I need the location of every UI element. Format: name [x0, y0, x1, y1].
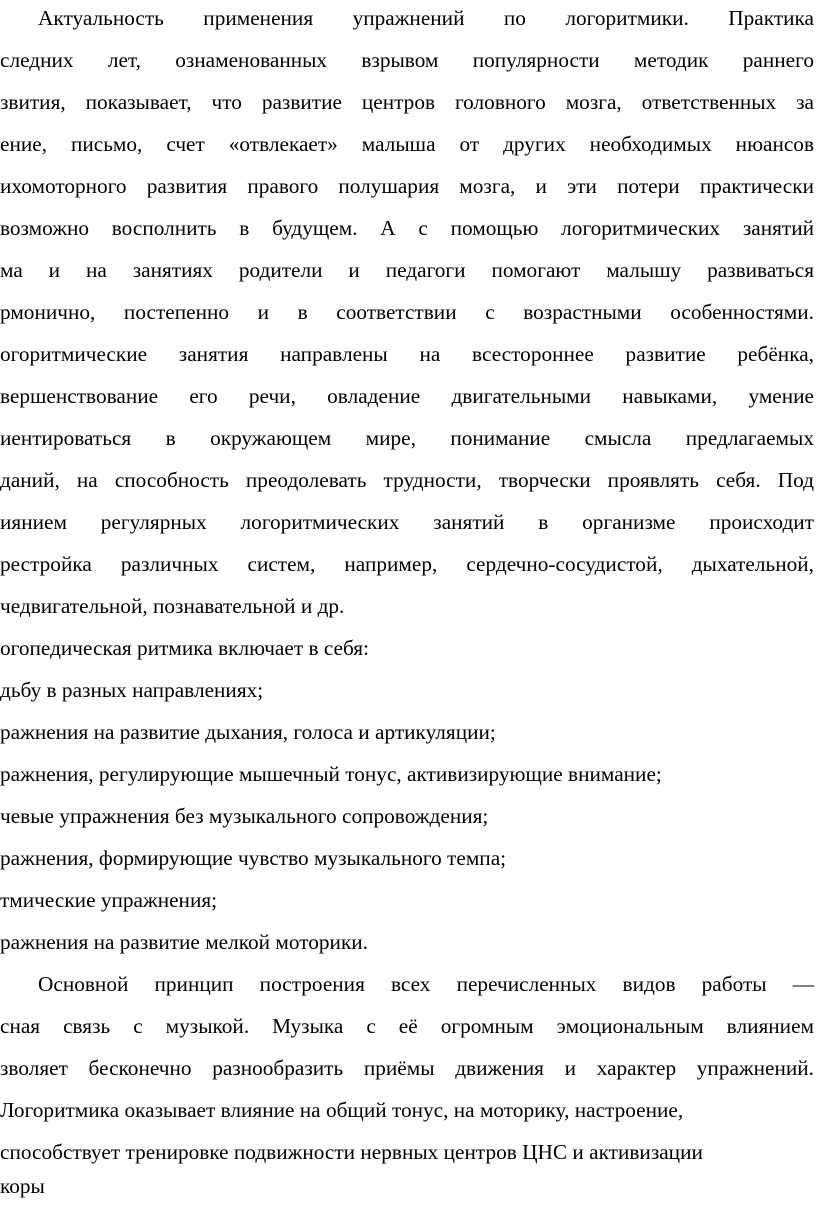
- paragraph-1-line: иентироваться в окружающем мире, понимание смысла предлагаемых: [0, 426, 814, 450]
- paragraph-3-line: коры: [0, 1174, 45, 1198]
- list-item: ражнения, регулирующие мышечный тонус, активизирующие внимание;: [0, 762, 662, 786]
- paragraph-1-line: ение, письмо, счет «отвлекает» малыша от других необходимых нюансов: [0, 132, 814, 156]
- list-item: ражнения на развитие мелкой моторики.: [0, 930, 369, 954]
- paragraph-1-line: огоритмические занятия направлены на всестороннее развитие ребёнка,: [0, 342, 814, 366]
- paragraph-1-line: рмонично, постепенно и в соответствии с возрастными особенностями.: [0, 300, 814, 324]
- paragraph-1-line: звития, показывает, что развитие центров головного мозга, ответственных за: [0, 90, 814, 114]
- list-item: дьбу в разных направлениях;: [0, 678, 264, 702]
- paragraph-3-line: Логоритмика оказывает влияние на общий тонус, на моторику, настроение,: [0, 1098, 684, 1122]
- paragraph-2-line: зволяет бесконечно разнообразить приёмы движения и характер упражнений.: [0, 1056, 814, 1080]
- paragraph-1-line: вершенствование его речи, овладение двигательными навыками, умение: [0, 384, 814, 408]
- list-item: ражнения, формирующие чувство музыкального темпа;: [0, 846, 507, 870]
- list-item: ражнения на развитие дыхания, голоса и артикуляции;: [0, 720, 496, 744]
- paragraph-1-line: иянием регулярных логоритмических занятий в организме происходит: [0, 510, 814, 534]
- paragraph-3-line: способствует тренировке подвижности нервных центров ЦНС и активизации: [0, 1140, 703, 1164]
- paragraph-1-line: Актуальность применения упражнений по логоритмики. Практика: [38, 6, 814, 30]
- paragraph-1-line: ихомоторного развития правого полушария мозга, и эти потери практически: [0, 174, 814, 198]
- paragraph-1-line: ма и на занятиях родители и педагоги помогают малышу развиваться: [0, 258, 814, 282]
- paragraph-1-line: даний, на способность преодолевать трудности, творчески проявлять себя. Под: [0, 468, 814, 492]
- paragraph-1-line: рестройка различных систем, например, сердечно-сосудистой, дыхательной,: [0, 552, 814, 576]
- paragraph-1-line: чедвигательной, познавательной и др.: [0, 594, 345, 618]
- paragraph-1-line: возможно восполнить в будущем. А с помощью логоритмических занятий: [0, 216, 814, 240]
- paragraph-1-line: следних лет, ознаменованных взрывом популярности методик раннего: [0, 48, 814, 72]
- list-item: тмические упражнения;: [0, 888, 218, 912]
- paragraph-2-line: Основной принцип построения всех перечисленных видов работы —: [38, 972, 814, 996]
- paragraph-2-line: сная связь с музыкой. Музыка с её огромным эмоциональным влиянием: [0, 1014, 814, 1038]
- list-intro: огопедическая ритмика включает в себя:: [0, 636, 370, 660]
- list-item: чевые упражнения без музыкального сопровождения;: [0, 804, 489, 828]
